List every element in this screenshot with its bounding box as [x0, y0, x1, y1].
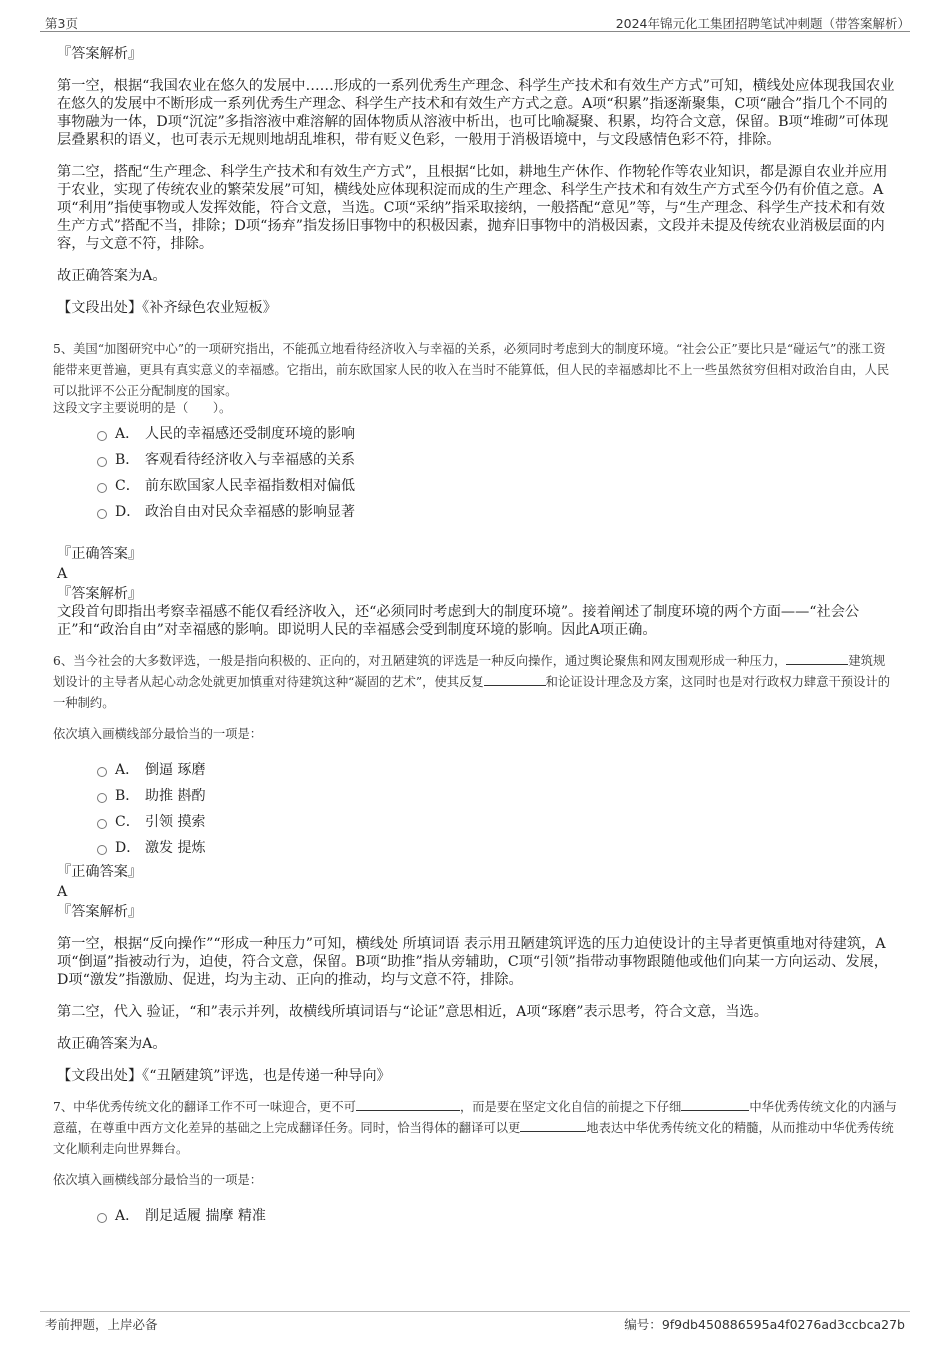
- radio-icon[interactable]: [97, 793, 107, 803]
- q7-stem: 7、中华优秀传统文化的翻译工作不可一味迎合，更不可 ，而是要在坚定文化自信的前提之下仔细 中华优秀传统文化的内涵与意蕴，在尊重中西方文化差异的基础之上完成翻译任务。同时，恰当得体的翻译可以更 地表达中华优秀传统文化的精髓，从而推动中华优秀传统文化顺利走向世界舞台。: [53, 1100, 897, 1156]
- radio-icon[interactable]: [97, 767, 107, 777]
- q6-option-a[interactable]: A． 倒逼 琢磨: [97, 757, 897, 783]
- q6-option-d[interactable]: D． 激发 提炼: [97, 835, 897, 861]
- q5-option-a[interactable]: A． 人民的幸福感还受制度环境的影响: [97, 421, 897, 447]
- q4-analysis-label: 『答案解析』: [57, 46, 143, 62]
- q7-blank-2: [681, 1098, 749, 1111]
- q4-analysis-p1: 第一空，根据“我国农业在悠久的发展中……形成的一系列优秀生产理念、科学生产技术和有效生产方式”可知，横线处应体现我国农业在悠久的发展中不断形成一系列优秀生产理念、科学生产技术和有效生产方式之意。A项“积累”指逐渐聚集，C项“融合”指几个不同的事物融为一体，D项“沉淀”多指溶液中难溶解的固体物质从溶液中析出，也可比喻凝聚、积累，均符合文意，保留。B项“堆砌”可体现层叠累积的语义，也可表示无规则地胡乱堆积，带有贬义色彩，一般用于消极语境中，与文段感情色彩不符，排除。: [57, 78, 895, 148]
- q6-source-title: 《“丑陋建筑”评选，也是传递一种导向》: [142, 1068, 391, 1084]
- q6-option-c[interactable]: C． 引领 摸索: [97, 809, 897, 835]
- radio-icon[interactable]: [97, 483, 107, 493]
- radio-icon[interactable]: [97, 457, 107, 467]
- q4-analysis-p2: 第二空，搭配“生产理念、科学生产技术和有效生产方式”，且根据“比如，耕地生产休作、作物轮作等农业知识，都是源自农业并应用于农业，实现了传统农业的繁荣发展”可知，横线处应体现积淀而成的生产理念、科学生产技术和有效生产方式至今仍有价值之意。A项“利用”指使事物或人发挥效能，符合文意，当选。C项“采纳”指采取接纳，一般搭配“意见”等，与“生产理念、科学生产技术和有效生产方式”搭配不当，排除；D项“扬弃”指发扬旧事物中的积极因素，抛弃旧事物中的消极因素，文段并未提及传统农业消极层面的内容，与文意不符，排除。: [57, 164, 888, 252]
- q5-analysis-label: 『答案解析』: [57, 586, 143, 602]
- q6-conclusion: 故正确答案为A。: [57, 1036, 167, 1052]
- radio-icon[interactable]: [97, 819, 107, 829]
- q6-blank-2: [484, 673, 546, 686]
- q6-answer-label: 『正确答案』: [57, 864, 143, 880]
- q6-source-label: 【文段出处】: [57, 1068, 143, 1084]
- q7-prompt: 依次填入画横线部分最恰当的一项是：: [53, 1173, 263, 1187]
- q5-prompt: 这段文字主要说明的是（ ）。: [53, 401, 232, 415]
- page-footer: [45, 1315, 905, 1333]
- q6-answer: A: [57, 884, 68, 900]
- q5-option-c[interactable]: C． 前东欧国家人民幸福指数相对偏低: [97, 473, 897, 499]
- page-header: [40, 12, 910, 30]
- document-code: 编号：9f9db450886595a4f0276ad3ccbca27b: [624, 1317, 905, 1332]
- q5-option-b[interactable]: B． 客观看待经济收入与幸福感的关系: [97, 447, 897, 473]
- q4-conclusion: 故正确答案为A。: [57, 268, 167, 284]
- q6-analysis-p1: 第一空，根据“反向操作”“形成一种压力”可知，横线处 所填词语 表示用丑陋建筑评选的压力迫使设计的主导者更慎重地对待建筑，A项“倒逼”指被动行为，迫使，符合文意，保留。B项“助推”指从旁辅助，C项“引领”指带动事物跟随他或他们向某一方向运动、发展，D项“激发”指激励、促进，均为主动、正向的推动，均与文意不符，排除。: [57, 936, 888, 988]
- radio-icon[interactable]: [97, 845, 107, 855]
- radio-icon[interactable]: [97, 431, 107, 441]
- q6-prompt: 依次填入画横线部分最恰当的一项是：: [53, 727, 263, 741]
- page-content: [53, 45, 897, 1229]
- q6-blank-1: [786, 652, 848, 665]
- q4-source-title: 《补齐绿色农业短板》: [142, 300, 277, 316]
- q7-blank-3: [520, 1119, 586, 1132]
- radio-icon[interactable]: [97, 1213, 107, 1223]
- q6-stem: 6、当今社会的大多数评选，一般是指向积极的、正向的，对丑陋建筑的评选是一种反向操作，通过舆论聚焦和网友围观形成一种压力， 建筑规划设计的主导者从起心动念处就更加慎重对待建筑这种“凝固的艺术”，使其反复 和论证设计理念及方案，这同时也是对行政权力肆意干预设计的一种制约。: [53, 654, 890, 710]
- q4-source: [57, 299, 897, 317]
- q6-option-b[interactable]: B． 助推 斟酌: [97, 783, 897, 809]
- q6-source: [57, 1067, 897, 1085]
- q5-stem: 5、美国“加图研究中心”的一项研究指出，不能孤立地看待经济收入与幸福的关系，必须同时考虑到大的制度环境。“社会公正”要比只是“碰运气”的涨工资能带来更普遍，更具有真实意义的幸福感。它指出，前东欧国家人民的收入在当时不能算低，但人民的幸福感却比不上一些虽然贫穷但相对政治自由，人民可以批评不公正分配制度的国家。: [53, 342, 890, 398]
- q7-option-a[interactable]: A． 削足适履 揣摩 精准: [97, 1203, 897, 1229]
- footer-slogan: 考前押题，上岸必备: [45, 1317, 158, 1332]
- document-title: 2024年锦元化工集团招聘笔试冲刺题（带答案解析）: [615, 16, 910, 31]
- q5-analysis: 文段首句即指出考察幸福感不能仅看经济收入，还“必须同时考虑到大的制度环境”。接着阐述了制度环境的两个方面——“社会公正”和“政治自由”对幸福感的影响。即说明人民的幸福感会受到制度环境的影响。因此A项正确。: [57, 604, 860, 638]
- radio-icon[interactable]: [97, 509, 107, 519]
- q6-analysis-p2: 第二空，代入 验证，“和”表示并列，故横线所填词语与“论证”意思相近，A项“琢磨”表示思考，符合文意，当选。: [57, 1004, 768, 1020]
- page-number: 第3页: [45, 16, 78, 31]
- q4-source-label: 【文段出处】: [57, 300, 143, 316]
- q5-answer: A: [57, 566, 68, 582]
- q7-blank-1: [356, 1098, 460, 1111]
- footer-divider: [40, 1311, 910, 1312]
- q5-option-d[interactable]: D． 政治自由对民众幸福感的影响显著: [97, 499, 897, 525]
- q6-analysis-label: 『答案解析』: [57, 904, 143, 920]
- header-divider: [40, 31, 910, 32]
- q5-answer-label: 『正确答案』: [57, 546, 143, 562]
